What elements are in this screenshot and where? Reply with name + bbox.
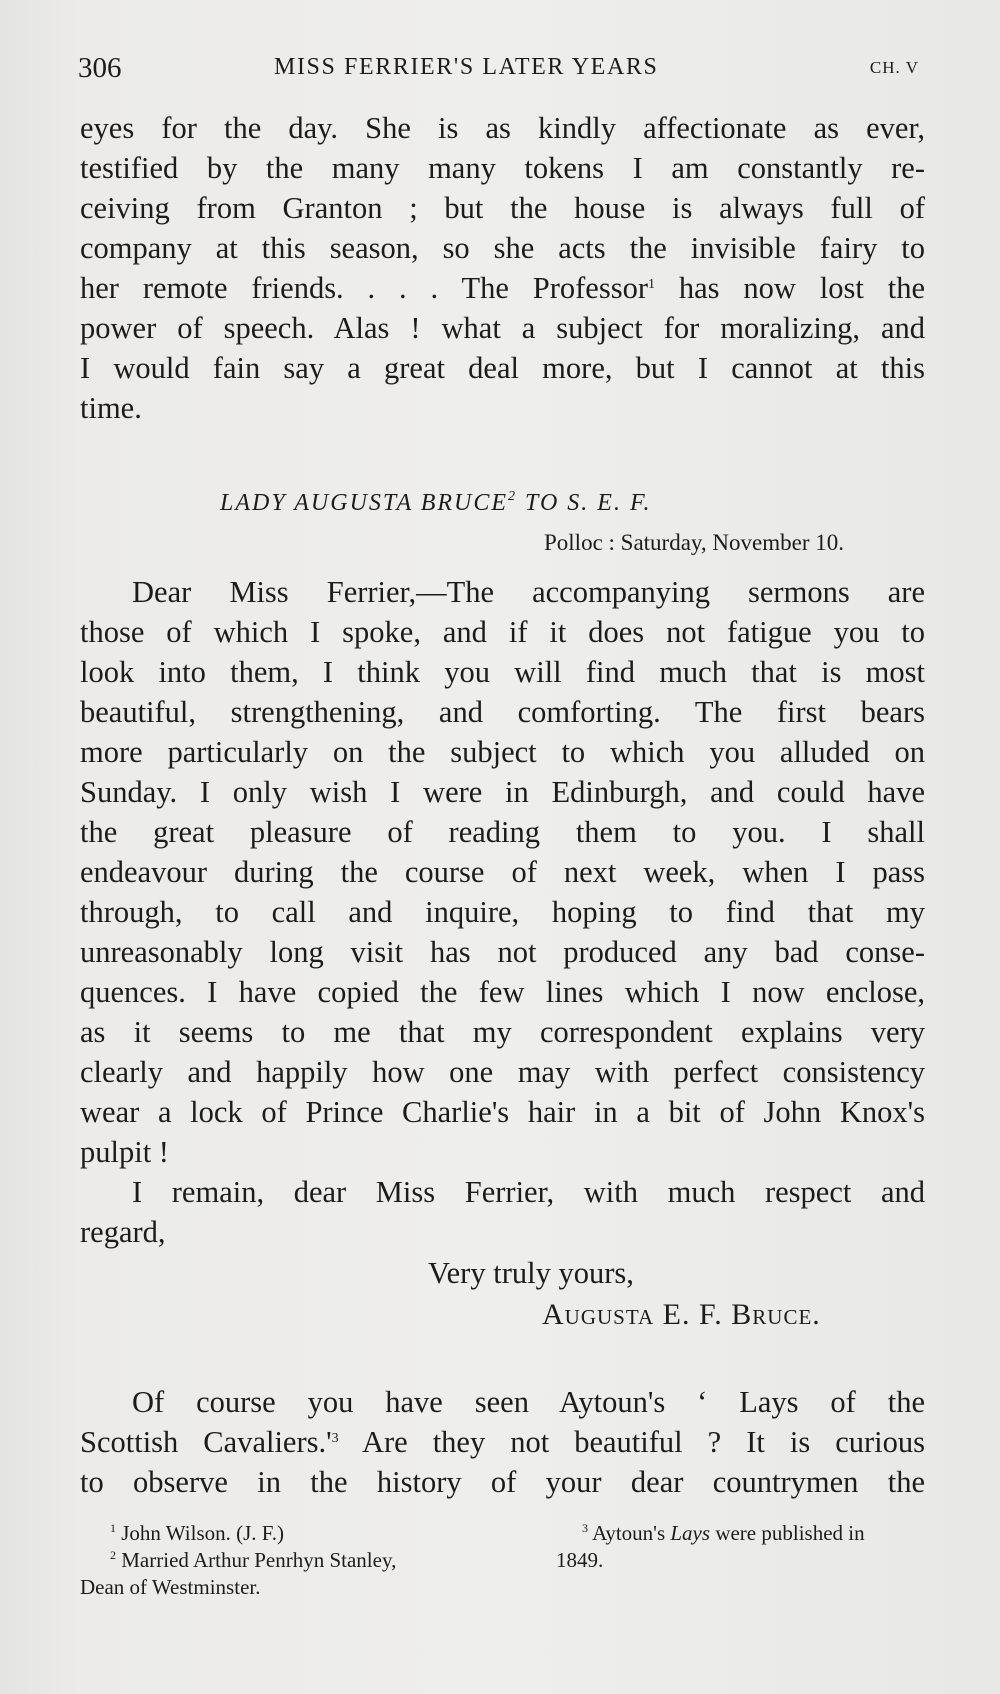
page-number: 306 bbox=[78, 52, 122, 84]
text-line: pulpit ! bbox=[80, 1135, 169, 1169]
footnote-3 bbox=[552, 1520, 932, 1547]
text-line: endeavour during the course of next week, when I pass bbox=[80, 855, 925, 889]
footnote-2 bbox=[80, 1547, 530, 1574]
text-fragment: has now lost the bbox=[655, 271, 925, 305]
footnote-3-continued: 1849. bbox=[556, 1548, 604, 1572]
footnote-text: were published in bbox=[710, 1521, 865, 1545]
text-line: more particularly on the subject to which you alluded on bbox=[80, 735, 925, 769]
footnote-italic-title: Lays bbox=[670, 1521, 711, 1545]
text-line bbox=[80, 1422, 925, 1462]
text-line: beautiful, strengthening, and comforting. The first bears bbox=[80, 695, 925, 729]
text-fragment: Scottish Cavaliers.' bbox=[80, 1425, 332, 1459]
text-fragment: her remote friends. . . . The Professor bbox=[80, 271, 648, 305]
text-line: as it seems to me that my correspondent explains very bbox=[80, 1015, 925, 1049]
closing-paragraph bbox=[80, 1382, 925, 1502]
footnote-marker: 1 bbox=[110, 1521, 116, 1535]
page-header bbox=[78, 50, 923, 90]
text-line: company at this season, so she acts the invisible fairy to bbox=[80, 231, 925, 265]
letter-signature: Augusta E. F. Bruce. bbox=[542, 1298, 821, 1331]
text-line: power of speech. Alas ! what a subject for moralizing, and bbox=[80, 311, 925, 345]
text-line: Sunday. I only wish I were in Edinburgh, and could have bbox=[80, 775, 925, 809]
footnote-1 bbox=[80, 1520, 530, 1547]
footnote-text: Aytoun's bbox=[592, 1521, 671, 1545]
footnote-2-continued: Dean of Westminster. bbox=[80, 1575, 261, 1599]
text-line: eyes for the day. She is as kindly affectionate as ever, bbox=[80, 111, 925, 145]
text-line: ceiving from Granton ; but the house is always full of bbox=[80, 191, 925, 225]
text-line: Of course you have seen Aytoun's ‘ Lays of the bbox=[132, 1385, 925, 1419]
footnote-ref-2[interactable]: 2 bbox=[508, 489, 518, 504]
footnote-marker: 3 bbox=[582, 1521, 588, 1535]
text-line: clearly and happily how one may with perfect consistency bbox=[80, 1055, 925, 1089]
text-line: testified by the many many tokens I am constantly re- bbox=[80, 151, 925, 185]
footnotes-right-column bbox=[552, 1520, 932, 1574]
text-line: quences. I have copied the few lines which I now enclose, bbox=[80, 975, 925, 1009]
footnote-text: John Wilson. (J. F.) bbox=[121, 1521, 285, 1545]
running-title: MISS FERRIER'S LATER YEARS bbox=[274, 54, 659, 80]
chapter-marker: CH. V bbox=[869, 58, 919, 77]
letter-heading-text: TO S. E. F. bbox=[517, 490, 652, 516]
text-line: time. bbox=[80, 391, 142, 425]
letter-heading bbox=[220, 490, 652, 517]
text-line: wear a lock of Prince Charlie's hair in a bit of John Knox's bbox=[80, 1095, 925, 1129]
text-line: unreasonably long visit has not produced any bad conse- bbox=[80, 935, 925, 969]
footnote-text: Married Arthur Penrhyn Stanley, bbox=[121, 1548, 397, 1572]
text-line: regard, bbox=[80, 1215, 166, 1249]
footnotes-left-column bbox=[80, 1520, 530, 1601]
letter-closing: Very truly yours, bbox=[428, 1256, 634, 1290]
text-fragment: Are they not beautiful ? It is curious bbox=[338, 1425, 925, 1459]
text-line: I would fain say a great deal more, but I cannot at this bbox=[80, 351, 925, 385]
text-line: look into them, I think you will find much that is most bbox=[80, 655, 925, 689]
text-line: to observe in the history of your dear countrymen the bbox=[80, 1465, 925, 1499]
text-line: through, to call and inquire, hoping to find that my bbox=[80, 895, 925, 929]
footnote-ref-3[interactable]: 3 bbox=[331, 1431, 339, 1446]
text-line: the great pleasure of reading them to you. I shall bbox=[80, 815, 925, 849]
text-line: I remain, dear Miss Ferrier, with much respect and bbox=[132, 1175, 925, 1209]
letter-body bbox=[80, 572, 925, 1252]
footnote-ref-1[interactable]: 1 bbox=[648, 277, 655, 292]
footnote-marker: 2 bbox=[110, 1548, 116, 1562]
text-line bbox=[80, 268, 925, 308]
letter-place-date: Polloc : Saturday, November 10. bbox=[544, 530, 845, 555]
opening-paragraph bbox=[80, 108, 925, 428]
text-line: those of which I spoke, and if it does not fatigue you to bbox=[80, 615, 925, 649]
text-line: Dear Miss Ferrier,—The accompanying sermons are bbox=[132, 575, 925, 609]
letter-heading-text: LADY AUGUSTA BRUCE bbox=[220, 490, 509, 516]
